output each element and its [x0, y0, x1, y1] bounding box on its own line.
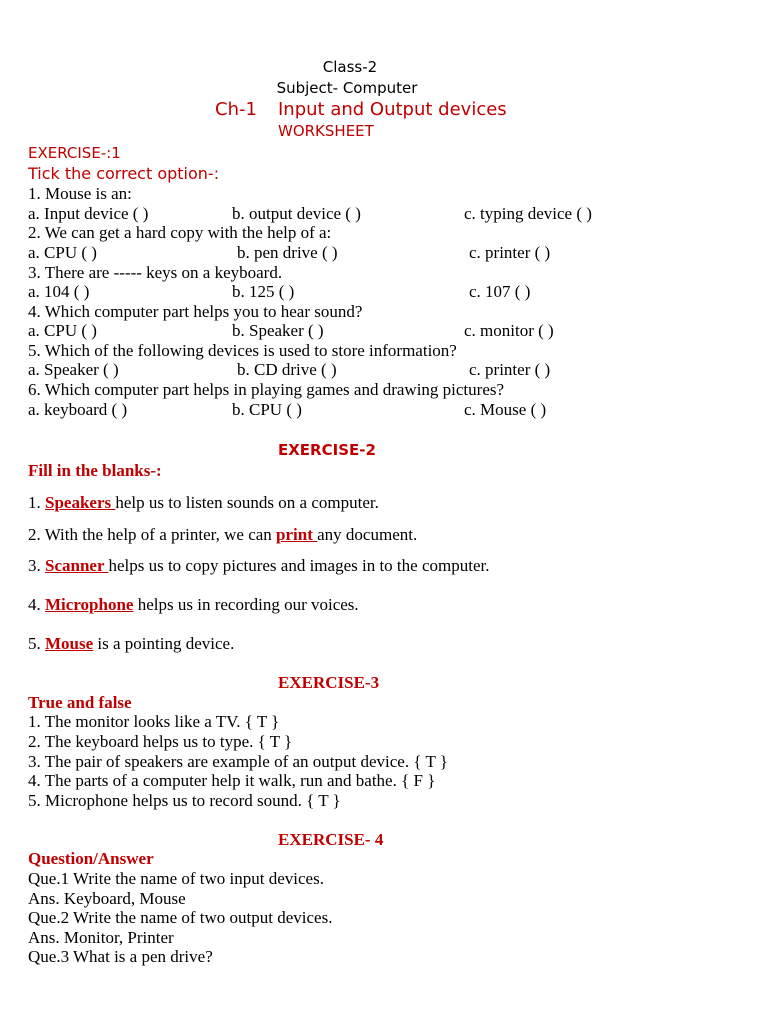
mcq-option-c: c. 107 ( ): [469, 282, 531, 301]
class-label: Class-2: [322, 58, 378, 76]
blank-item: [28, 595, 359, 615]
chapter-number: Ch-1: [215, 99, 257, 120]
blank-suffix: help us to listen sounds on a computer.: [115, 493, 379, 512]
qa-line: Que.2 Write the name of two output devices.: [28, 908, 333, 927]
exercise-1-instruction: Tick the correct option-:: [28, 164, 220, 183]
qa-line: Que.3 What is a pen drive?: [28, 947, 213, 966]
blank-answer: Scanner: [45, 556, 109, 575]
true-false-item: 4. The parts of a computer help it walk, run and bathe. { F }: [28, 771, 436, 790]
exercise-4-title: EXERCISE- 4: [278, 830, 384, 849]
mcq-question: 4. Which computer part helps you to hear sound?: [28, 302, 363, 321]
mcq-question: 1. Mouse is an:: [28, 184, 132, 203]
blank-item: [28, 634, 234, 654]
blank-prefix: 4.: [28, 595, 45, 614]
mcq-option-a: a. CPU ( ): [28, 243, 97, 262]
mcq-option-c: c. typing device ( ): [464, 204, 592, 223]
mcq-option-a: a. Input device ( ): [28, 204, 149, 223]
subject-label: Subject- Computer: [276, 79, 418, 97]
mcq-option-a: a. CPU ( ): [28, 321, 97, 340]
mcq-question: 6. Which computer part helps in playing games and drawing pictures?: [28, 380, 505, 399]
mcq-question: 2. We can get a hard copy with the help of a:: [28, 223, 332, 242]
blank-answer: Microphone: [45, 595, 134, 614]
exercise-4-instruction: Question/Answer: [28, 849, 154, 868]
blank-answer: Speakers: [45, 493, 116, 512]
blank-item: [28, 525, 417, 545]
exercise-3-instruction: True and false: [28, 693, 132, 712]
exercise-2-instruction: Fill in the blanks-:: [28, 461, 162, 480]
mcq-option-c: c. monitor ( ): [464, 321, 554, 340]
mcq-option-c: c. Mouse ( ): [464, 400, 547, 419]
true-false-item: 5. Microphone helps us to record sound. { T }: [28, 791, 341, 810]
blank-answer: print: [276, 525, 318, 544]
blank-suffix: helps us in recording our voices.: [133, 595, 359, 614]
chapter-title: Input and Output devices: [278, 99, 507, 120]
mcq-option-a: a. 104 ( ): [28, 282, 90, 301]
mcq-question: 3. There are ----- keys on a keyboard.: [28, 263, 283, 282]
worksheet-label: WORKSHEET: [278, 122, 374, 140]
qa-line: Ans. Keyboard, Mouse: [28, 889, 186, 908]
blank-prefix: 5.: [28, 634, 45, 653]
mcq-option-a: a. keyboard ( ): [28, 400, 128, 419]
mcq-option-b: b. CPU ( ): [232, 400, 302, 419]
blank-item: [28, 493, 379, 513]
mcq-option-c: c. printer ( ): [469, 360, 551, 379]
blank-prefix: 2. With the help of a printer, we can: [28, 525, 277, 544]
mcq-option-b: b. 125 ( ): [232, 282, 295, 301]
mcq-option-b: b. pen drive ( ): [237, 243, 338, 262]
exercise-1-title: EXERCISE-:1: [28, 144, 121, 162]
mcq-option-b: b. Speaker ( ): [232, 321, 324, 340]
true-false-item: 2. The keyboard helps us to type. { T }: [28, 732, 293, 751]
mcq-option-b: b. CD drive ( ): [237, 360, 337, 379]
mcq-question: 5. Which of the following devices is used to store information?: [28, 341, 457, 360]
mcq-option-a: a. Speaker ( ): [28, 360, 119, 379]
qa-line: Que.1 Write the name of two input devices.: [28, 869, 324, 888]
blank-suffix: is a pointing device.: [93, 634, 235, 653]
mcq-option-b: b. output device ( ): [232, 204, 361, 223]
blank-suffix: helps us to copy pictures and images in to the computer.: [108, 556, 490, 575]
qa-line: Ans. Monitor, Printer: [28, 928, 174, 947]
true-false-item: 1. The monitor looks like a TV. { T }: [28, 712, 280, 731]
blank-item: [28, 556, 489, 576]
exercise-2-title: EXERCISE-2: [278, 441, 376, 459]
blank-answer: Mouse: [45, 634, 94, 653]
blank-prefix: 3.: [28, 556, 45, 575]
blank-suffix: any document.: [317, 525, 418, 544]
mcq-option-c: c. printer ( ): [469, 243, 551, 262]
true-false-item: 3. The pair of speakers are example of an output device. { T }: [28, 752, 448, 771]
blank-prefix: 1.: [28, 493, 45, 512]
exercise-3-title: EXERCISE-3: [278, 673, 380, 692]
